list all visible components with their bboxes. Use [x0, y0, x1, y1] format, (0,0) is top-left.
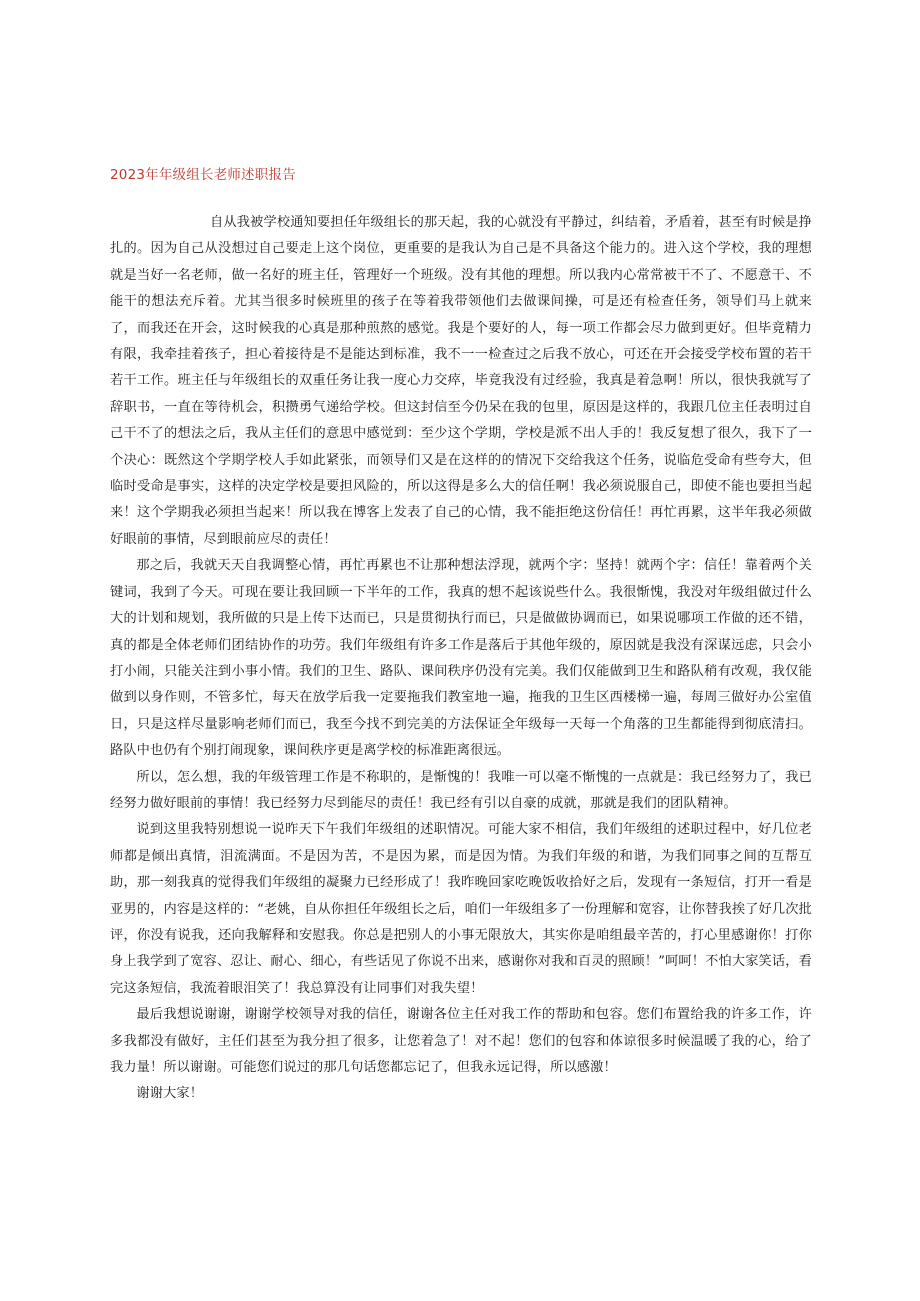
paragraph-1: 自从我被学校通知要担任年级组长的那天起，我的心就没有平静过，纠结着，矛盾着，甚至有时候是挣扎的。因为自己从没想过自己要走上这个岗位，更重要的是我认为自己是不具备这个能力的。进入这个学校，我的理想就是当好一名老师，做一名好的班主任，管理好一个班级。没有其他的理想。所以我内心常常被干不了、不愿意干、不能干的想法充斥着。尤其当很多时候班里的孩子在等着我带领他们去做课间操，可是还有检查任务，领导们马上就来了，而我还在开会，这时候我的心真是那种煎熬的感觉。我是个要好的人，每一项工作都会尽力做到更好。但毕竟精力有限，我牵挂着孩子，担心着接待是不是能达到标准，我不一一检查过之后我不放心，可还在开会接受学校布置的若干若干工作。班主任与年级组长的双重任务让我一度心力交瘁，毕竟我没有过经验，我真是着急啊！所以，很快我就写了辞职书，一直在等待机会，积攒勇气递给学校。但这封信至今仍呆在我的包里，原因是这样的，我跟几位主任表明过自己干不了的想法之后，我从主任们的意思中感觉到：至少这个学期，学校是派不出人手的！我反复想了很久，我下了一个决心：既然这个学期学校人手如此紧张，而领导们又是在这样的的情况下交给我这个任务，说临危受命有些夸大，但临时受命是事实，这样的决定学校是要担风险的，所以这得是多么大的信任啊！我必须说服自己，即使不能也要担当起来！这个学期我必须担当起来！所以我在博客上发表了自己的心情，我不能拒绝这份信任！再忙再累，这半年我必须做好眼前的事情，尽到眼前应尽的责任！ — [110, 215, 812, 547]
paragraph-2: 那之后，我就天天自我调整心情，再忙再累也不让那种想法浮现，就两个字：坚持！就两个字：信任！靠着两个关键词，我到了今天。可现在要让我回顾一下半年的工作，我真的想不起该说些什么。我很惭愧，我没对年级组做过什么大的计划和规划，我所做的只是上传下达而已，只是贯彻执行而已，只是做做协调而已，如果说哪项工作做的还不错，真的都是全体老师们团结协作的功劳。我们年级组有许多工作是落后于其他年级的，原因就是我没有深谋远虑，只会小打小闹，只能关注到小事小情。我们的卫生、路队、课间秩序仍没有完美。我们仅能做到卫生和路队稍有改观，我仅能做到以身作则，不管多忙，每天在放学后我一定要拖我们教室地一遍，拖我的卫生区西楼梯一遍，每周三做好办公室值日，只是这样尽量影响老师们而已，我至今找不到完美的方法保证全年级每一天每一个角落的卫生都能得到彻底清扫。路队中也仍有个别打闹现象，课间秩序更是离学校的标准距离很远。 — [110, 558, 812, 759]
paragraph-4: 说到这里我特别想说一说昨天下午我们年级组的述职情况。可能大家不相信，我们年级组的述职过程中，好几位老师都是倾出真情，泪流满面。不是因为苦，不是因为累，而是因为情。为我们年级的和谐，为我们同事之间的互帮互助，那一刻我真的觉得我们年级组的凝聚力已经形成了！我昨晚回家吃晚饭收拾好之后，发现有一条短信，打开一看是亚男的，内容是这样的：“老姚，自从你担任年级组长之后，咱们一年级组多了一份理解和宽容，让你替我挨了好几次批评，你没有说我，还向我解释和安慰我。你总是把别人的小事无限放大，其实你是咱组最辛苦的，打心里感谢你！打你身上我学到了宽容、忍让、耐心、细心，有些话见了你说不出来，感谢你对我和百灵的照顾！”呵呵！不怕大家笑话，看完这条短信，我流着眼泪笑了！我总算没有让同事们对我失望！ — [110, 822, 812, 996]
paragraph-5: 最后我想说谢谢，谢谢学校领导对我的信任，谢谢各位主任对我工作的帮助和包容。您们布置给我的许多工作，许多我都没有做好，主任们甚至为我分担了很多，让您着急了！对不起！您们的包容和体谅很多时候温暖了我的心，给了我力量！所以谢谢。可能您们说过的那几句话您都忘记了，但我永远记得，所以感激！ — [110, 1007, 812, 1075]
document-title: 2023年年级组长老师述职报告 — [110, 167, 296, 183]
document-body — [110, 210, 812, 1108]
paragraph-closing: 谢谢大家！ — [136, 1086, 204, 1102]
paragraph-3: 所以，怎么想，我的年级管理工作是不称职的，是惭愧的！我唯一可以毫不惭愧的一点就是：我已经努力了，我已经努力做好眼前的事情！我已经努力尽到能尽的责任！我已经有引以自豪的成就，那就是我们的团队精神。 — [110, 769, 812, 811]
